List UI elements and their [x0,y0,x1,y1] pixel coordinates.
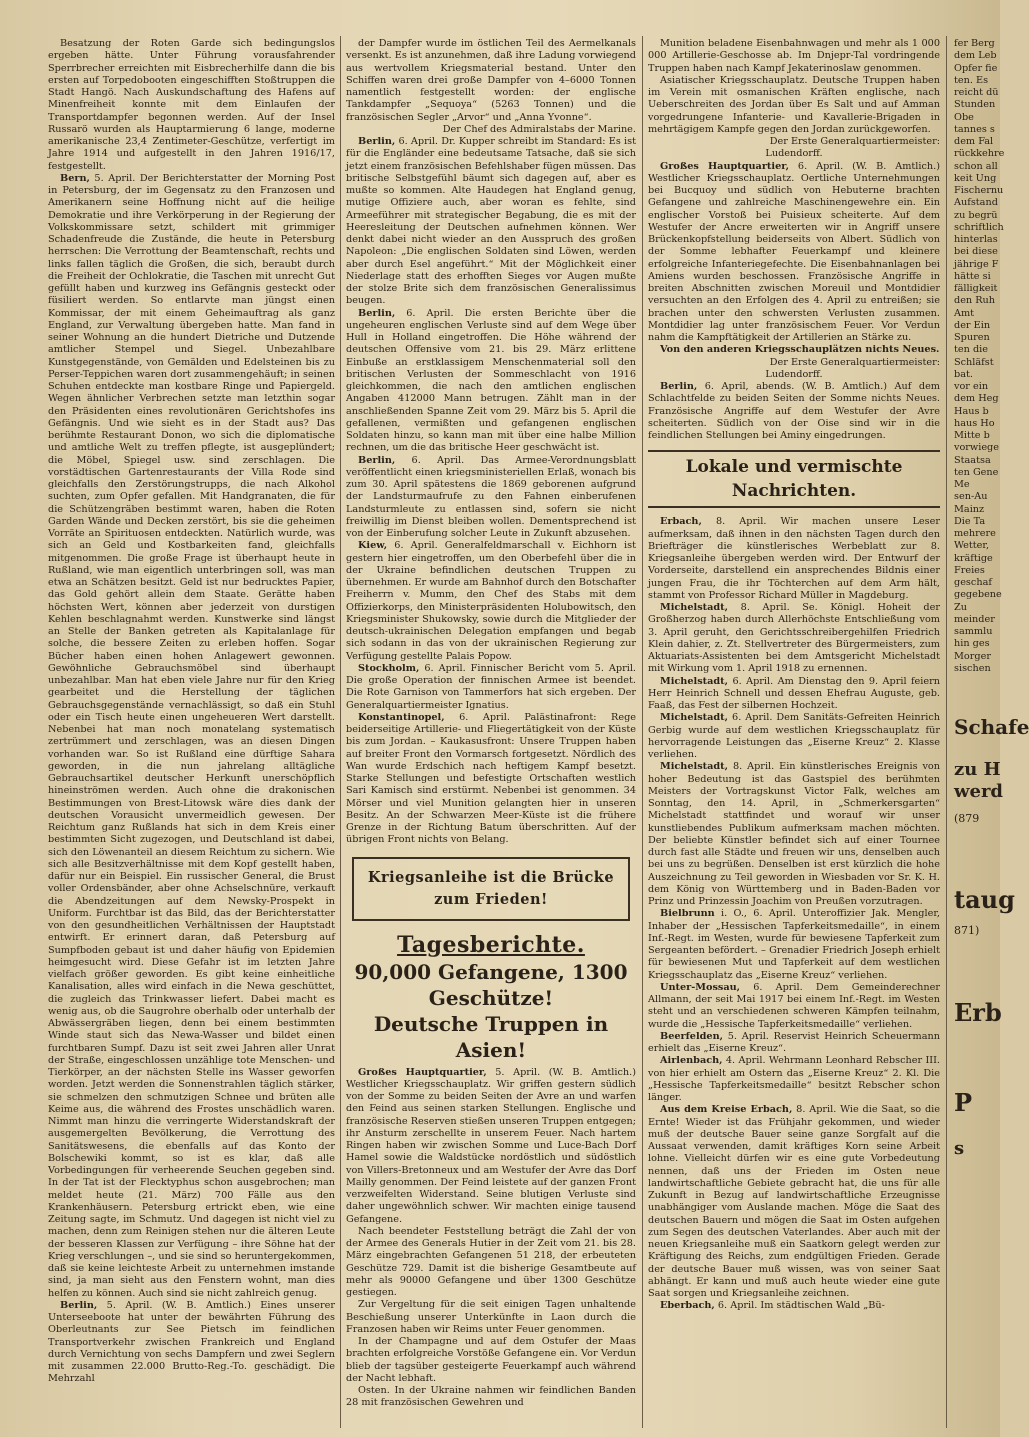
text-fragment: bei diese [954,246,998,258]
article-text: 5. April. Reservist Heinrich Scheuermann erhielt das „Eiserne Kreuz“. [648,1030,940,1054]
text-fragment: tannes s [954,123,995,135]
signature: Der Erste Generalquartiermeister: [769,136,940,147]
article-text: 8. April. Wie die Saat, so die Ernte! Wieder ist das Frühjahr gekommen, und wieder muß der deutsche Bauer seine ganze Sorgfalt auf die Aussaat verwenden, damit kräftiges Korn seine Arbeit lohne. Vielleicht dürfen wir es eine gute Vorbedeutung nennen, daß uns der Frieden im Osten neue landwirtschaftliche Gebiete gebracht hat, die uns für alle Zukunft in Bezug auf landwirtschaftliche Erzeugnisse unabhängiger vom Auslande machen. Möge die Saat des deutschen Bauern und mögen die Saat im Osten aufgehen zum Segen des deutschen Vaterlandes. Aber auch mit der neuen Kriegsanleihe muß ein Saatkorn gelegt werden zur Kräftigung des Reichs, zum endgültigen Frieden. Gerade der deutsche Bauer muß wissen, was von seiner Saat abhängt. Er kann und muß auch heute wieder eine gute Saat sorgen und Kriegsanleihe zeichnen. [648,1104,940,1299]
text-fragment: fälligkeit [954,283,998,294]
dateline: Berlin, [358,136,396,147]
article-paragraph [346,712,636,847]
article-text: 6. April, abends. (W. B. Amtlich.) Auf dem Schlachtfelde zu beiden Seiten der Somme nichts Neues. Französische Angriffe auf dem Westufer der Avre scheiterten. Südlich von der Oise sind wir in die feindlichen Stellungen bei Aminy eingedrungen. [648,381,940,441]
text-fragment: Haus b [954,405,989,417]
signature: Der Chef des Admiralstabs der Marine. [442,123,636,135]
text-fragment: keit Ung [954,172,997,184]
signature: Ludendorff. [765,148,823,160]
article-text: 6. April. Generalfeldmarschall v. Eichhorn ist gestern hier eingetroffen, um den Oberbefehl über die in der Ukraine befindlichen deutschen Truppen zu übernehmen. Er wurde am Bahnhof durch den Botschafter Freiherrn v. Mumm, den Chef des Stabs mit dem Offizierkorps, den Ministerpräsidenten Holubowitsch, den Kriegsminister Shukowsky, sowie durch die Mitglieder der deutsch-ukrainischen Delegation empfangen und begab sich sodann in das von der ukrainischen Regierung zur Verfügung gestellte Palais Popow. [346,540,636,662]
article-text: i. O., 6. April. Unteroffizier Jak. Mengler, Inhaber der „Hessischen Tapferkeitsmedaille“, in einem Inf.-Regt. im Westen, wurde für bewiesene Tapferkeit zum Sergeanten befördert. – Grenadier Friedrich Joseph erhielt für bewiesenen Mut und Tapferkeit auf dem westlichen Kriegsschauplatz das „Eiserne Kreuz“ verliehen. [648,908,940,981]
article-paragraph: Asiatischer Kriegsschauplatz. Deutsche Truppen haben im Verein mit osmanischen Kräften englische, nach Ueberschreiten des Jordan über Es Salt und auf Amman vorgedrungene Infanterie- und Kavallerie-Brigaden in mehrtägigem Kampfe gegen den Jordan zurückgeworfen. [648,74,940,135]
article-paragraph [346,663,636,712]
dateline: Berlin, [358,454,396,466]
article-paragraph [648,676,940,713]
text-fragment: sen-Au [954,491,988,503]
article-paragraph [48,1300,335,1386]
text-fragment: schon all [954,160,998,172]
article-text: 6. April. Dem Gemeinderechner Allmann, der seit Mai 1917 bei einem Inf.-Regt. im Westen steht und an verschiedenen schweren Kämpfen teilnahm, wurde die „Hessische Tapferkeitsmedaille“ verliehen. [648,981,940,1030]
text-fragment: geschaf [954,577,992,588]
dateline: Konstantinopel, [358,711,445,723]
article-paragraph [648,908,940,982]
text-fragment: Mitte b [954,430,990,441]
ad-number: (879 [954,812,980,825]
signature: Ludendorff. [765,368,823,380]
text-fragment: Die Ta [954,515,986,527]
article-text: 6. April. (W. B. Amtlich.) Westlicher Kriegsschauplatz. Oertliche Unternehmungen bei Bucquoy und südlich von Hebuterne brachten Gefangene und zahlreiche Maschinengewehre ein. Ein englischer Vorstoß bei Puisieux scheiterte. Auf dem Westufer der Ancre erweiterten wir in Angriff unsere Brückenkopfstellung beiderseits von Albert. Südlich von der Somme lebhafter Feuerkampf und kleinere erfolgreiche Infanteriegefechte. Die Eisenbahnanlagen bei Amiens wurden beschossen. Französische Angriffe in breiten Abschnitten zwischen Moreuil und Montdidier versuchten an den Erfolgen des 4. April zu entreißen; sie brachen unter den schwersten Verlusten zusammen. Montdidier lag unter französischem Feuer. Vor Verdun nahm die Kampftätigkeit der Artillerien an Stärke zu. [648,160,941,343]
dateline: Großes Hauptquartier, [660,160,790,172]
article-text: 8. April. Wir machen unsere Leser aufmerksam, daß ihnen in den nächsten Tagen durch den Briefträger die künstlerisches Werbeblatt zur 8. Kriegsanleihe übergeben werden wird. Der Entwurf der Vorderseite, darstellend ein ansprechendes Bildnis einer jungen Frau, die ihr Töchterchen auf dem Arm hält, stammt von Professor Richard Müller in Magdeburg. [648,516,940,601]
column-3 [648,38,940,1423]
article-paragraph: der Dampfer wurde im östlichen Teil des Aermelkanals versenkt. Es ist anzunehmen, daß ihre Ladung vorwiegend aus wertvollem Kriegsmaterial bestand. Unter den Schiffen waren drei große Dampfer von 4–6000 Tonnen namentlich festgestellt worden: der englische Tankdampfer „Sequoya“ (5263 Tonnen) und die französischen Segler „Arvor“ und „Anna Yvonne“. [346,38,636,123]
ad-fragment: Erb [954,997,1002,1027]
text-fragment: meinder [954,613,995,625]
text-fragment: gegebene [954,589,1002,601]
article-text: 8. April. Ein künstlerisches Ereignis von hoher Bedeutung ist das Gastspiel des berühmten Meisters der Vortragskunst Victor Falk, welches am Sonntag, den 14. April, in „Schmerkersgarten“ Michelstadt stattfindet und worauf wir unser kunstliebendes Publikum aufmerksam machen möchten. Der beliebte Künstler befindet sich auf einer Tournee durch fast alle Städte und freuen wir uns, denselben auch bei uns zu begrüßen. Denselben ist erst kürzlich die hohe Auszeichnung zu Teil geworden in Wiesbaden vor Sr. K. H. dem König von Württemberg und in Baden-Baden vor Prinz und Prinzessin Joachim von Preußen vorzutragen. [648,761,940,907]
text-fragment: haus Ho [954,417,995,429]
text-fragment: Morger [954,650,991,662]
text-fragment: kräftige [954,552,993,564]
dateline: Stockholm, [358,662,420,674]
article-text: 8. April. Se. Königl. Hoheit der Großherzog haben durch Allerhöchste Entschließung vom 3. April geruht, den Gerichtsschreibergehilfen Friedrich Klein dahier, z. Zt. Stellvertreter des Bürgermeisters, zum Aktuariats-Assistenten bei dem Amtsgericht Michelstadt mit Wirkung vom 1. April 1918 zu ernennen. [648,602,940,675]
text-fragment: vorwiege [954,442,999,454]
article-paragraph [648,602,940,676]
article-paragraph [346,1067,636,1226]
ad-fragment: s [954,1137,965,1159]
text-fragment: sischen [954,662,991,674]
ad-fragment: werd [954,781,1004,802]
column-1 [48,38,335,1423]
text-fragment: jährige F [954,258,999,270]
article-paragraph [648,712,940,761]
text-fragment: ten. Es [954,74,989,86]
text-fragment: Staatsa [954,454,991,466]
article-paragraph [648,1104,940,1300]
article-paragraph [648,161,940,345]
ad-fragment: Schafe [954,715,1029,739]
article-paragraph [648,982,940,1031]
text-fragment: Mainz [954,503,985,515]
text-fragment: schriftlich [954,221,1004,233]
article-paragraph [48,173,335,1300]
article-paragraph [648,1055,940,1104]
article-text: Von den anderen Kriegsschauplätzen nichts Neues. [660,344,940,356]
text-fragment: fer Berg [954,38,995,49]
text-fragment: mehrere [954,528,996,539]
text-fragment: ten die [954,344,988,356]
dateline: Kiew, [358,540,388,552]
text-fragment: den Ruh [954,295,996,307]
article-paragraph [648,1300,940,1312]
article-paragraph: Besatzung der Roten Garde sich bedingungslos ergeben hätte. Unter Führung vorausfahrender Sperrbrecher erreichten mit Eisbrecherhilfe dann die bis ersten auf Torpedobooten eingeschifften Stoßtruppen die Stadt Hangö. Nach Auskundschaftung des Hafens auf Minenfreiheit konnte mit dem Einlaufen der Transportdampfer begonnen werden. Auf der Insel Russarö wurden als Hauptarmierung 6 lange, moderne amerikanische 23,4 Zentimeter-Geschütze, verfertigt im Jahre 1914 und aufgestellt in den Jahren 1916/17, festgestellt. [48,38,335,172]
ad-number: 871) [954,924,980,938]
article-text: 6. April. Die ersten Berichte über die ungeheuren englischen Verluste sind auf dem Wege über Hull in Holland eingetroffen. Die Höhe während der deutschen Offensive vom 21. bis 29. März erlittene Einbuße an erstklassigem Menschenmaterial soll den britischen Verlusten der Sommeschlacht von 1916 gleichkommen, die nach den amtlichen englischen Angaben 412000 Mann betrugen. Zählt man in der anschließenden Spanne Zeit vom 29. März bis 5. April die gefallenen, vermißten und gefangenen englischen Soldaten hinzu, so kann man mit über eine halbe Million rechnen, um die das britische Heer geschwächt ist. [346,307,636,454]
section-heading: Tagesberichte. [397,931,585,958]
article-paragraph [648,1031,940,1056]
text-fragment: Amt [954,307,975,319]
text-fragment: zu begrü [954,209,998,221]
article-text: 4. April. Wehrmann Leonhard Rebscher III. von hier erhielt am Ostern das „Eiserne Kreuz“ 2. Kl. Die „Hessische Tapferkeitsmedaille“ besitzt Rebscher schon länger. [648,1055,940,1103]
column-rule [340,36,341,1428]
text-fragment: reicht dü [954,87,999,98]
dateline: Berlin, [660,381,698,392]
dateline: Bielbrunn [660,908,715,920]
section-heading: Lokale und vermischte Nachrichten. [648,450,940,508]
article-text: 6. April. Im städtischen Wald „Bü- [714,1300,885,1312]
dateline: Michelstadt, [660,761,729,773]
text-fragment: Fischernu [954,185,1004,196]
article-text: 5. April. (W. B. Amtlich.) Westlicher Kriegsschauplatz. Wir griffen gestern südlich von der Somme zu beiden Seiten der Avre an und warfen den Feind aus seinen starken Stellungen. Englische und französische Reserven stießen unseren Truppen entgegen; ihr Ansturm zerschellte in unserem Feuer. Nach hartem Ringen haben wir zwischen Somme und Luce-Bach Dorf Hamel sowie die Waldstücke nordöstlich und südöstlich von Villers-Bretonneux und am Westufer der Avre das Dorf Mailly genommen. Der Feind leistete auf der ganzen Front verzweifelten Widerstand. Seine blutigen Verluste sind daher ungewöhnlich schwer. Wir machten einige tausend Gefangene. [346,1066,636,1225]
text-fragment: Opfer fie [954,62,998,74]
article-paragraph: Osten. In der Ukraine nahmen wir feindlichen Banden 28 mit französischen Gewehren und [346,1385,636,1409]
text-fragment: Aufstand [954,197,998,209]
article-text: 6. April. Finnischer Bericht vom 5. April. Die große Operation der finnischen Armee ist beendet. Die Rote Garnison von Tammerfors hat sich ergeben. Der Generalquartiermeister Ignatius. [346,662,636,711]
article-paragraph: Zur Vergeltung für die seit einigen Tagen unhaltende Beschießung unserer Unterkünfte in Laon durch die Franzosen haben wir Reims unter Feuer genommen. [346,1299,636,1335]
column-2 [346,38,636,1423]
text-fragment: Zu [954,601,967,613]
text-fragment: hätte si [954,270,991,282]
dateline: Beerfelden, [660,1030,723,1042]
text-fragment: ten Gene [954,466,999,478]
article-paragraph [648,344,940,356]
dateline: Michelstadt, [660,602,729,613]
article-paragraph [648,381,940,442]
dateline: Airlenbach, [660,1055,723,1067]
dateline: Aus dem Kreise Erbach, [660,1104,793,1116]
text-fragment: vor ein [954,381,989,392]
dateline: Großes Hauptquartier, [358,1066,487,1078]
article-paragraph [346,136,636,308]
article-text: 5. April. Der Berichterstatter der Morning Post in Petersburg, der im Gegensatz zu den Franzosen und Amerikanern seine Hoffnung nicht auf die heilige Demokratie und ihre Verkörperung in der Regierung der Volkskommissare setzt, schildert mit grimmiger Schadenfreude die Zustände, die heute in Petersburg herrschen: Die Verrottung der Beamtenschaft, rechts und links fallen täglich die Großen, die sich, beraubt durch die Freiheit der Ochlokratie, die Taschen mit unrecht Gut gefüllt haben und kurzweg ins Gefängnis gesteckt oder füsiliert werden. So entlarvte man jüngst einen Kommissar, der mit einem Geheimauftrag als ganz England, zur Verwaltung übergeben hatte. Man fand in seiner Wohnung an die hundert Dietriche und Dutzende amtlicher Stempel und Siegel. Unbezahlbare Kunstgegenstände, von Gemälden und Edelsteinen bis zu Perser-Teppichen waren dort zusammengehäuft; in seinen Schuhen entdeckte man kostbare Ringe und Papiergeld. Wegen ähnlicher Verbrechen setzte man letzthin sogar den Präsidenten eines revolutionären Gerichtshofes ins Gefängnis. Und wie sieht es in der Stadt aus? Das berühmte Restaurant Donon, wo sich die diplomatische und amtliche Welt zu treffen pflegte, ist ausgeplündert; die Möbel, Spiegel usw. sind zerschlagen. Die vorstädtischen Gartenrestaurants der Villa Rode sind gleichfalls den Zerstörungstrupps, die nach Alkohol suchten, zum Opfer gefallen. Mit Handgranaten, die für die Schützengräben bestimmt waren, haben die Roten Garden Wände und Decken zerstört, bis sie die geheimen Vorräte an Spirituosen entdeckten. Natürlich wurde, was sich an Geld und Kostbarkeiten fand, gleichfalls mitgenommen. Die große Frage ist überhaupt heute in Rußland, wie man eigentlich unterbringen soll, was man etwa an Schätzen besitzt. Geld ist nur bedrucktes Papier, das Gold gehört allein dem Staate. Gerätte haben höchsten Wert, können aber jederzeit von durstigen Kehlen beschlagnahmt werden. Kunstwerke sind längst an Stelle der Banken getreten als Kapitalanlage für solche, die bessere Zeiten zu erleben hoffen. Sogar Bücher haben einen hohen Anlagewert gewonnen. Gewöhnliche Gebrauchsmöbel sind überhaupt unbezahlbar. Man hat eben viele Jahre nur für den Krieg gearbeitet und die Herstellung der täglichen Gebrauchsgegenstände vernachlässigt, so daß ein Stuhl oder ein Tisch heute einen ungeheueren Wert darstellt. Nebenbei hat man noch monatelang systematisch zertrümmert und zerschlagen, was an diesen Dingen vorhanden war. So ist Rußland eine dürftige Sahara geworden, in die nun jahrelang alltägliche Gebrauchsartikel deutscher Herkunft unerschöpflich hineinströmen werden. Auch ohne die drakonischen Bestimmungen von Brest-Litowsk wäre dies dank der deutschen Vorausicht unvermeidlich gewesen. Der Reichtum ganz Rußlands hat sich in dem Kreis einer bestimmten Sicht zugezogen, und Deutschland ist dabei, sich den Löwenanteil an diesem Reichtum zu sichern. Wie sich alle Besitzverhältnisse mit dem Kopf gestellt haben, dafür nur ein Beispiel. Ein russischer General, die Brust voller Ordensbänder, aber ohne Achselschnüre, verkauft die Abendzeitungen auf dem Newsky-Prospekt in Uniform. Furchtbar ist das Bild, das der Berichterstatter von den gesundheitlichen Verhältnissen der Hauptstadt entwirft. Er erinnert daran, daß Petersburg auf Sumpfboden gebaut ist und daher häufig von Epidemien heimgesucht wird. Diese Gefahr ist im letzten Jahre vielfach größer geworden. Es gibt keine einheitliche Kanalisation, alles wird einfach in die Newa geschüttet, die zugleich das Trinkwasser liefert. Dabei macht es wenig aus, ob die Saugrohre oberhalb oder unterhalb der Abwässergräben liegen, denn bei einem bestimmten Winde staut sich das Newa-Wasser und bildet einen furchtbaren Sumpf. Dazu ist seit zwei Jahren aller Unrat der Straße, eingeschlossen unzählige tote Menschen- und Tierkörper, an der nächsten Stelle ins Wasser geworfen worden. Jetzt werden die Sonnenstrahlen täglich stärker, sie schmelzen den schmutzigen Schnee und brüten alle Keime aus, die während des Frostes unschädlich waren. Nimmt man hinzu die verringerte Widerstandskraft der ausgemergelten Bevölkerung, die Verrottung des Sanitätswesens, die ebenfalls auf das Konto der Bolschewiki kommt, so ist es klar, daß alle Vorbedingungen für verheerende Seuchen gegeben sind. In der Tat ist der Flecktyphus schon ausgebrochen; man meldet heute (21. März) 700 Fälle aus den Krankenhäusern. Petersburg ertrickt eben, wie eine Zeitung sagte, im Schmutz. Und dagegen ist nicht viel zu machen, denn zum Reinigen stehen nur die älteren Leute der besseren Klassen zur Verfügung – ihre Söhne hat der Krieg verschlungen –, und sie sind so heruntergekommen, daß sie keine leichteste Arbeit zu unternehmen imstande sind, ja man sieht aus den Fenstern wohnt, man dies helfen zu können. Auch sind sie nicht zahlreich genug. [48,172,335,1299]
article-paragraph: Nach beendeter Feststellung beträgt die Zahl der von der Armee des Generals Hutier in der Zeit vom 21. bis 28. März eingebrachten Gefangenen 51 218, der erbeuteten Geschütze 729. Damit ist die bisherige Gesamtbeute auf mehr als 90000 Gefangene und über 1300 Geschütze gestiegen. [346,1225,636,1298]
text-fragment: Me [954,479,970,490]
text-fragment: Schläfst [954,356,994,368]
dateline: Unter-Mossau, [660,981,741,993]
article-paragraph [648,761,940,908]
text-fragment: der Ein [954,319,991,331]
dateline: Erbach, [660,516,702,528]
article-text: 5. April. (W. B. Amtlich.) Eines unserer Unterseeboote hat unter der bewährten Führung des Oberleutnants zur See Pietsch im feindlichen Transportverkehr zwischen Frankreich und England durch Vernichtung von sechs Dampfern und zwei Seglern mit zusammen 22.000 Brutto-Reg.-To. geschädigt. Die Mehrzahl [48,1299,335,1385]
war-bond-banner: Kriegsanleihe ist die Brücke zum Frieden! [352,857,630,921]
text-fragment: Spuren [954,332,990,343]
cropped-text-fragments [954,38,1004,675]
article-paragraph [648,516,940,602]
text-fragment: rückkehre [954,148,1005,160]
dateline: Eberbach, [660,1300,715,1312]
article-paragraph [346,455,636,541]
text-fragment: Wetter, [954,540,990,552]
article-paragraph [346,308,636,455]
ad-fragment: zu H [954,759,1001,780]
column-4-cropped [954,38,1029,1423]
headline: 90,000 Gefangene, 1300 Geschütze! [354,959,628,1010]
article-paragraph: Munition beladene Eisenbahnwagen und mehr als 1 000 000 Artillerie-Geschosse ab. Im Dnjepr-Tal vordringende Truppen haben nach Kampf Jekaterinoslaw genommen. [648,38,940,74]
column-rule [946,36,947,1428]
dateline: Michelstadt, [660,712,729,724]
text-fragment: Freies [954,564,985,576]
text-fragment: dem Heg [954,393,999,405]
text-fragment: dem Leb [954,50,997,62]
article-text: 6. April. Dr. Kupper schreibt im Standard: Es ist für die Engländer eine bedeutsame Tatsache, daß sie sich jetzt einem französischen Befehlshaber fügen müssen. Das britische Selbstgefühl bäumt sich dagegen auf, aber es mußte so kommen. Alte Haudegen hat England genug, mutige Offiziere auch, aber woran es fehlte, sind Armeeführer mit strategischer Begabung, die es mit der Heeresleitung der Deutschen aufnehmen können. Wer denkt dabei nicht wieder an den Ausspruch des großen Napoleon: „Die englischen Soldaten sind Löwen, werden aber durch Esel angeführt.“ Mit der Möglichkeit einer Niederlage statt des erhofften Sieges vor Augen mußte der stolze Brite sich dem französischen Generalissimus beugen. [346,136,636,307]
article-text: 6. April. Am Dienstag den 9. April feiern Herr Heinrich Schnell und dessen Ehefrau Auguste, geb. Faaß, das Fest der silbernen Hochzeit. [648,675,940,711]
ad-fragment: P [954,1087,973,1117]
signature: Der Erste Generalquartiermeister: [769,356,940,368]
dateline: Michelstadt, [660,675,729,687]
column-rule [642,36,643,1428]
text-fragment: Obe [954,111,974,123]
dateline: Bern, [60,172,90,184]
text-fragment: Stunden [954,99,996,111]
article-text: 6. April. Dem Sanitäts-Gefreiten Heinrich Gerbig wurde auf dem westlichen Kriegsschauplatz für hervorragende Leistungen das „Eiserne Kreuz“ 2. Klasse verliehen. [648,712,940,760]
dateline: Berlin, [358,307,396,319]
ad-fragment: taug [954,885,1015,915]
article-text: 6. April. Palästinafront: Rege beiderseitige Artillerie- und Fliegertätigkeit von der Küste bis zum Jordan. – Kaukasusfront: Unsere Truppen haben auf breiter Front den Vormarsch fortgesetzt. Nördlich des Wan wurde Erdschich nach heftigem Kampf besetzt. Starke Stellungen und befestigte Ortschaften westlich Sari Kamisch sind erstürmt. Nebenbei ist genommen. 34 Mörser und viel Munition gelangten hier in unseren Besitz. An der Schwarzen Meer-Küste ist die frühere Grenze in der Richtung Batum überschritten. Auf der übrigen Front nichts von Belang. [346,711,636,846]
article-paragraph [346,540,636,663]
text-fragment: hin ges [954,638,990,650]
article-paragraph: In der Champagne und auf dem Ostufer der Maas brachten erfolgreiche Vorstöße Gefangene ein. Vor Verdun blieb der tagsüber gesteigerte Feuerkampf auch während der Nacht lebhaft. [346,1336,636,1384]
dateline: Berlin, [60,1299,98,1311]
text-fragment: bat. [954,368,973,380]
text-fragment: dem Fal [954,136,994,147]
text-fragment: hinterlas [954,234,998,245]
text-fragment: sammlu [954,626,993,637]
headline: Deutsche Truppen in Asien! [373,1011,609,1062]
article-text: 6. April. Das Armee-Verordnungsblatt veröffentlicht einen kriegsministeriellen Erlaß, wonach bis zum 30. April spätestens die 1869 geborenen aufgrund der Landsturmaufrufe zu den Fahnen einberufenen Landsturmleute zu entlassen sind, sofern sie nicht freiwillig im Dienst bleiben wollen. Dementsprechend ist von der Einberufung solcher Leute in Zukunft abzusehen. [346,454,636,539]
